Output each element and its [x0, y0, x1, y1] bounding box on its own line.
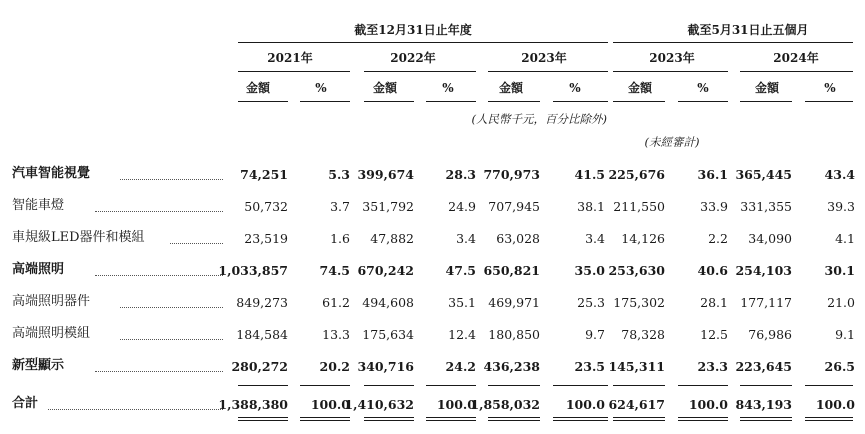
subheader-percent: % — [442, 81, 454, 95]
cell-2024p-percent: 21.0 — [827, 295, 855, 310]
total-top-rule — [678, 385, 728, 386]
total-double-rule — [300, 420, 350, 421]
period-header-full-year: 截至12月31日止年度 — [354, 23, 472, 37]
cell-2021-amount: 23,519 — [244, 231, 288, 246]
total-double-rule — [300, 417, 350, 418]
cell-2021-amount: 184,584 — [236, 327, 288, 342]
cell-2023p-amount: 225,676 — [608, 167, 665, 182]
total-top-rule — [613, 385, 665, 386]
total-double-rule — [613, 417, 665, 418]
total-2022-percent: 100.0 — [436, 397, 476, 412]
subheader-amount: 金額 — [754, 81, 780, 95]
total-top-rule — [553, 385, 608, 386]
total-double-rule — [364, 417, 414, 418]
total-double-rule — [678, 417, 728, 418]
total-double-rule — [426, 420, 476, 421]
leader-dots — [95, 275, 223, 276]
cell-2021-amount: 849,273 — [236, 295, 288, 310]
cell-2024p-percent: 26.5 — [824, 359, 855, 374]
cell-2023-percent: 41.5 — [574, 167, 605, 182]
cell-2023p-percent: 33.9 — [700, 199, 728, 214]
cell-2021-percent: 61.2 — [322, 295, 350, 310]
cell-2021-percent: 74.5 — [319, 263, 350, 278]
leader-dots — [95, 211, 223, 212]
cell-2022-amount: 175,634 — [362, 327, 414, 342]
sub-rule — [426, 101, 476, 102]
year-rule-2024-partial — [740, 71, 853, 72]
cell-2021-percent: 1.6 — [330, 231, 350, 246]
row-label: 汽車智能視覺 — [12, 166, 91, 181]
cell-2023p-amount: 78,328 — [621, 327, 665, 342]
year-rule-2021 — [238, 71, 350, 72]
sub-rule — [613, 101, 665, 102]
unaudited-note: (未經審計) — [644, 135, 700, 149]
subheader-percent: % — [824, 81, 836, 95]
total-double-rule — [238, 420, 288, 421]
row-label: 高端照明器件 — [12, 294, 91, 309]
cell-2023-percent: 9.7 — [585, 327, 605, 342]
total-double-rule — [238, 417, 288, 418]
total-double-rule — [553, 420, 608, 421]
year-header-2023: 2023年 — [521, 51, 567, 65]
cell-2023p-percent: 28.1 — [700, 295, 728, 310]
period-header-five-months: 截至5月31日止五個月 — [687, 23, 809, 37]
leader-dots — [48, 409, 223, 410]
leader-dots — [120, 339, 223, 340]
total-2021-amount: 1,388,380 — [218, 397, 288, 412]
cell-2023-amount: 770,973 — [483, 167, 540, 182]
cell-2024p-percent: 9.1 — [835, 327, 855, 342]
cell-2023-percent: 23.5 — [574, 359, 605, 374]
total-2021-percent: 100.0 — [310, 397, 350, 412]
cell-2024p-percent: 4.1 — [835, 231, 855, 246]
cell-2022-amount: 47,882 — [370, 231, 414, 246]
cell-2023p-percent: 2.2 — [708, 231, 728, 246]
leader-dots — [95, 371, 223, 372]
year-rule-2023-partial — [613, 71, 728, 72]
cell-2023-amount: 707,945 — [488, 199, 540, 214]
cell-2023-amount: 180,850 — [488, 327, 540, 342]
cell-2022-amount: 670,242 — [357, 263, 414, 278]
leader-dots — [170, 243, 223, 244]
cell-2022-amount: 351,792 — [362, 199, 414, 214]
year-header-2024-partial: 2024年 — [773, 51, 819, 65]
cell-2022-percent: 35.1 — [448, 295, 476, 310]
cell-2021-amount: 280,272 — [231, 359, 288, 374]
total-2024p-amount: 843,193 — [735, 397, 792, 412]
year-header-2021: 2021年 — [267, 51, 313, 65]
total-double-rule — [426, 417, 476, 418]
cell-2024p-amount: 331,355 — [740, 199, 792, 214]
cell-2023p-percent: 23.3 — [697, 359, 728, 374]
cell-2023p-percent: 40.6 — [697, 263, 728, 278]
total-2023p-percent: 100.0 — [688, 397, 728, 412]
total-double-rule — [364, 420, 414, 421]
cell-2023-amount: 469,971 — [488, 295, 540, 310]
cell-2023p-amount: 253,630 — [608, 263, 665, 278]
cell-2023p-amount: 14,126 — [621, 231, 665, 246]
sub-rule — [678, 101, 728, 102]
year-header-2023-partial: 2023年 — [649, 51, 695, 65]
cell-2022-amount: 494,608 — [362, 295, 414, 310]
cell-2024p-amount: 254,103 — [735, 263, 792, 278]
total-top-rule — [740, 385, 792, 386]
subheader-amount: 金額 — [372, 81, 398, 95]
cell-2024p-percent: 39.3 — [827, 199, 855, 214]
row-label: 新型顯示 — [12, 358, 65, 373]
cell-2023p-amount: 211,550 — [613, 199, 665, 214]
leader-dots — [120, 179, 223, 180]
cell-2022-percent: 3.4 — [456, 231, 476, 246]
total-label: 合計 — [12, 396, 39, 411]
total-2023-amount: 1,858,032 — [470, 397, 540, 412]
subheader-percent: % — [569, 81, 581, 95]
cell-2022-percent: 47.5 — [445, 263, 476, 278]
cell-2023-amount: 650,821 — [483, 263, 540, 278]
total-2022-amount: 1,410,632 — [344, 397, 414, 412]
cell-2023p-amount: 145,311 — [608, 359, 665, 374]
sub-rule — [238, 101, 288, 102]
row-label: 智能車燈 — [12, 198, 65, 213]
total-2023-percent: 100.0 — [565, 397, 605, 412]
total-double-rule — [740, 420, 792, 421]
cell-2024p-amount: 365,445 — [735, 167, 792, 182]
total-double-rule — [488, 417, 540, 418]
subheader-amount: 金額 — [498, 81, 524, 95]
total-top-rule — [364, 385, 414, 386]
cell-2021-amount: 50,732 — [244, 199, 288, 214]
leader-dots — [120, 307, 223, 308]
cell-2022-amount: 340,716 — [357, 359, 414, 374]
total-2023p-amount: 624,617 — [608, 397, 665, 412]
period-rule-full-year — [238, 42, 608, 43]
unit-note: (人民幣千元，百分比除外) — [471, 112, 607, 126]
cell-2023-percent: 38.1 — [577, 199, 605, 214]
cell-2022-percent: 12.4 — [448, 327, 476, 342]
sub-rule — [364, 101, 414, 102]
total-top-rule — [488, 385, 540, 386]
total-double-rule — [553, 417, 608, 418]
row-label: 高端照明模組 — [12, 326, 91, 341]
cell-2021-percent: 13.3 — [322, 327, 350, 342]
cell-2023-percent: 3.4 — [585, 231, 605, 246]
cell-2024p-amount: 223,645 — [735, 359, 792, 374]
sub-rule — [805, 101, 853, 102]
cell-2021-amount: 74,251 — [240, 167, 288, 182]
cell-2021-percent: 5.3 — [328, 167, 350, 182]
cell-2024p-percent: 30.1 — [824, 263, 855, 278]
total-double-rule — [613, 420, 665, 421]
cell-2024p-amount: 177,117 — [740, 295, 792, 310]
cell-2022-percent: 24.9 — [448, 199, 476, 214]
total-double-rule — [678, 420, 728, 421]
total-double-rule — [805, 417, 853, 418]
subheader-amount: 金額 — [627, 81, 653, 95]
cell-2022-percent: 24.2 — [445, 359, 476, 374]
row-label: 車規級LED器件和模組 — [12, 230, 145, 245]
cell-2022-amount: 399,674 — [357, 167, 414, 182]
total-2024p-percent: 100.0 — [815, 397, 855, 412]
row-label: 高端照明 — [12, 262, 65, 277]
year-rule-2022 — [364, 71, 476, 72]
cell-2024p-percent: 43.4 — [824, 167, 855, 182]
subheader-percent: % — [697, 81, 709, 95]
total-double-rule — [805, 420, 853, 421]
cell-2021-amount: 1,033,857 — [218, 263, 288, 278]
sub-rule — [300, 101, 350, 102]
cell-2023p-amount: 175,302 — [613, 295, 665, 310]
cell-2023-percent: 25.3 — [577, 295, 605, 310]
cell-2023-percent: 35.0 — [574, 263, 605, 278]
sub-rule — [553, 101, 608, 102]
total-top-rule — [300, 385, 350, 386]
cell-2023-amount: 63,028 — [496, 231, 540, 246]
sub-rule — [740, 101, 792, 102]
subheader-percent: % — [315, 81, 327, 95]
cell-2021-percent: 20.2 — [319, 359, 350, 374]
total-top-rule — [426, 385, 476, 386]
cell-2021-percent: 3.7 — [330, 199, 350, 214]
cell-2024p-amount: 34,090 — [748, 231, 792, 246]
total-top-rule — [805, 385, 853, 386]
cell-2023p-percent: 36.1 — [697, 167, 728, 182]
cell-2023p-percent: 12.5 — [700, 327, 728, 342]
year-rule-2023 — [488, 71, 608, 72]
period-rule-five-months — [613, 42, 853, 43]
total-double-rule — [488, 420, 540, 421]
cell-2023-amount: 436,238 — [483, 359, 540, 374]
year-header-2022: 2022年 — [390, 51, 436, 65]
sub-rule — [488, 101, 540, 102]
subheader-amount: 金額 — [245, 81, 271, 95]
cell-2024p-amount: 76,986 — [748, 327, 792, 342]
total-double-rule — [740, 417, 792, 418]
cell-2022-percent: 28.3 — [445, 167, 476, 182]
total-top-rule — [238, 385, 288, 386]
